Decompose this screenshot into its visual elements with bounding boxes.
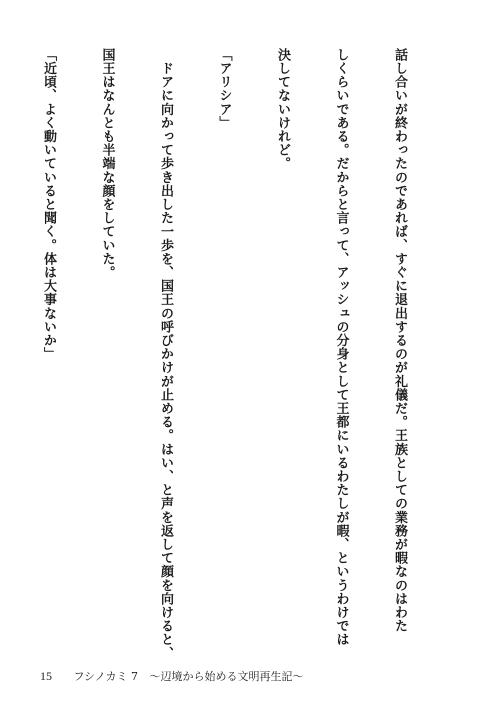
- book-title: フシノカミ 7: [73, 670, 139, 683]
- text-line: 「近頃、よく動いていると聞く。体は大事ないか」: [41, 48, 56, 361]
- vertical-body-text: [0, 48, 448, 660]
- text-line: ドアに向かって歩き出した一歩を、国王の呼びかけが止める。はい、と声を返して顔を向けると、: [158, 48, 173, 660]
- page-footer: [40, 668, 304, 684]
- book-subtitle: ～辺境から始める文明再生記～: [149, 670, 304, 683]
- text-line: 決してないけれど。: [275, 48, 290, 171]
- text-line: 話し合いが終わったのであれば、すぐに退出するのが礼儀だ。王族としての業務が暇なのはわた: [392, 48, 407, 633]
- text-line: しくらいである。だからと言って、アッシュの分身として王都にいるわたしが暇、というわけでは: [333, 48, 349, 647]
- page-number: 15: [40, 669, 52, 683]
- text-line: 「アリシア」: [216, 48, 232, 130]
- text-line: 国王はなんとも半端な顔をしていた。: [99, 48, 115, 280]
